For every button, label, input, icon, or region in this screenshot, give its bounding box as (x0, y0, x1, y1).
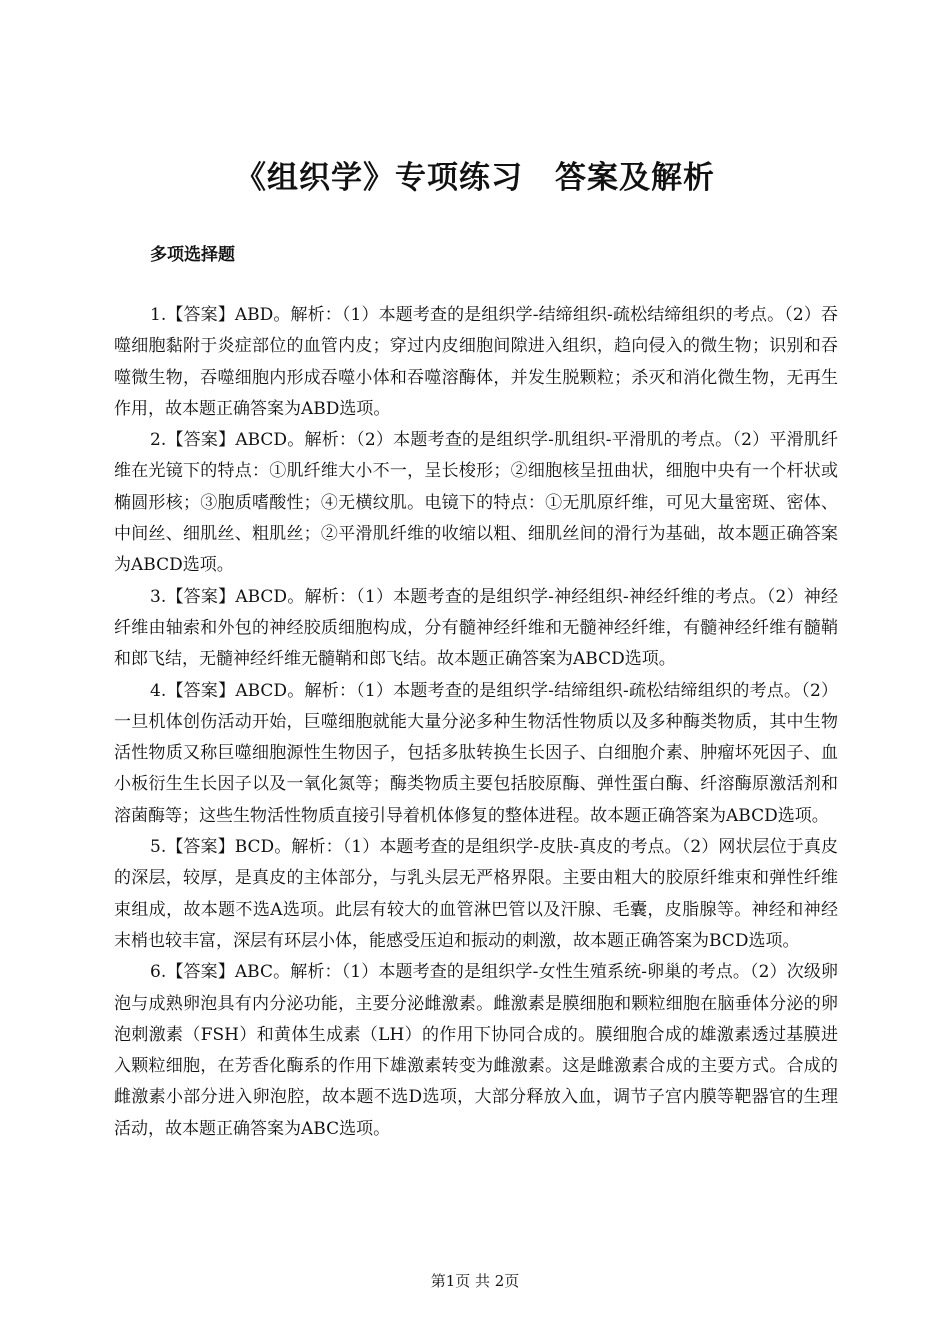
answer-list (114, 300, 838, 1145)
answer-paragraph-3: 3.【答案】ABCD。解析：（1）本题考查的是组织学-神经组织-神经纤维的考点。（2）神经纤维由轴索和外包的神经胶质细胞构成，分有髓神经纤维和无髓神经纤维，有髓神经纤维有髓鞘和郎飞结，无髓神经纤维无髓鞘和郎飞结。故本题正确答案为ABCD选项。 (114, 586, 838, 670)
section-title: 多项选择题 (150, 245, 235, 265)
answer-paragraph-4: 4.【答案】ABCD。解析：（1）本题考查的是组织学-结缔组织-疏松结缔组织的考点。（2）一旦机体创伤活动开始，巨噬细胞就能大量分泌多种生物活性物质以及多种酶类物质，其中生物活性物质又称巨噬细胞源性生物因子，包括多肽转换生长因子、白细胞介素、肿瘤坏死因子、血小板衍生生长因子以及一氧化氮等；酶类物质主要包括胶原酶、弹性蛋白酶、纤溶酶原激活剂和溶菌酶等；这些生物活性物质直接引导着机体修复的整体进程。故本题正确答案为ABCD选项。 (114, 680, 838, 826)
answer-paragraph-1: 1.【答案】ABD。解析：（1）本题考查的是组织学-结缔组织-疏松结缔组织的考点。（2）吞噬细胞黏附于炎症部位的血管内皮；穿过内皮细胞间隙进入组织，趋向侵入的微生物；识别和吞噬微生物，吞噬细胞内形成吞噬小体和吞噬溶酶体，并发生脱颗粒；杀灭和消化微生物，无再生作用，故本题正确答案为ABD选项。 (114, 305, 838, 419)
page-title: 《组织学》专项练习 答案及解析 (235, 160, 715, 196)
answer-paragraph-6: 6.【答案】ABC。解析：（1）本题考查的是组织学-女性生殖系统-卵巢的考点。（2）次级卵泡与成熟卵泡具有内分泌功能，主要分泌雌激素。雌激素是膜细胞和颗粒细胞在脑垂体分泌的卵泡刺激素（FSH）和黄体生成素（LH）的作用下协同合成的。膜细胞合成的雄激素透过基膜进入颗粒细胞，在芳香化酶系的作用下雄激素转变为雌激素。这是雌激素合成的主要方式。合成的雌激素小部分进入卵泡腔，故本题不选D选项，大部分释放入血，调节子宫内膜等靶器官的生理活动，故本题正确答案为ABC选项。 (114, 962, 838, 1139)
answer-paragraph-5: 5.【答案】BCD。解析：（1）本题考查的是组织学-皮肤-真皮的考点。（2）网状层位于真皮的深层，较厚，是真皮的主体部分，与乳头层无严格界限。主要由粗大的胶原纤维束和弹性纤维束组成，故本题不选A选项。此层有较大的血管淋巴管以及汗腺、毛囊，皮脂腺等。神经和神经末梢也较丰富，深层有环层小体，能感受压迫和振动的刺激，故本题正确答案为BCD选项。 (114, 837, 838, 951)
answer-paragraph-2: 2.【答案】ABCD。解析：（2）本题考查的是组织学-肌组织-平滑肌的考点。（2）平滑肌纤维在光镜下的特点：①肌纤维大小不一，呈长梭形；②细胞核呈扭曲状，细胞中央有一个杆状或椭圆形核；③胞质嗜酸性；④无横纹肌。电镜下的特点：①无肌原纤维，可见大量密斑、密体、中间丝、细肌丝、粗肌丝；②平滑肌纤维的收缩以粗、细肌丝间的滑行为基础，故本题正确答案为ABCD选项。 (114, 430, 838, 576)
page-footer: 第1页 共 2页 (430, 1272, 520, 1290)
